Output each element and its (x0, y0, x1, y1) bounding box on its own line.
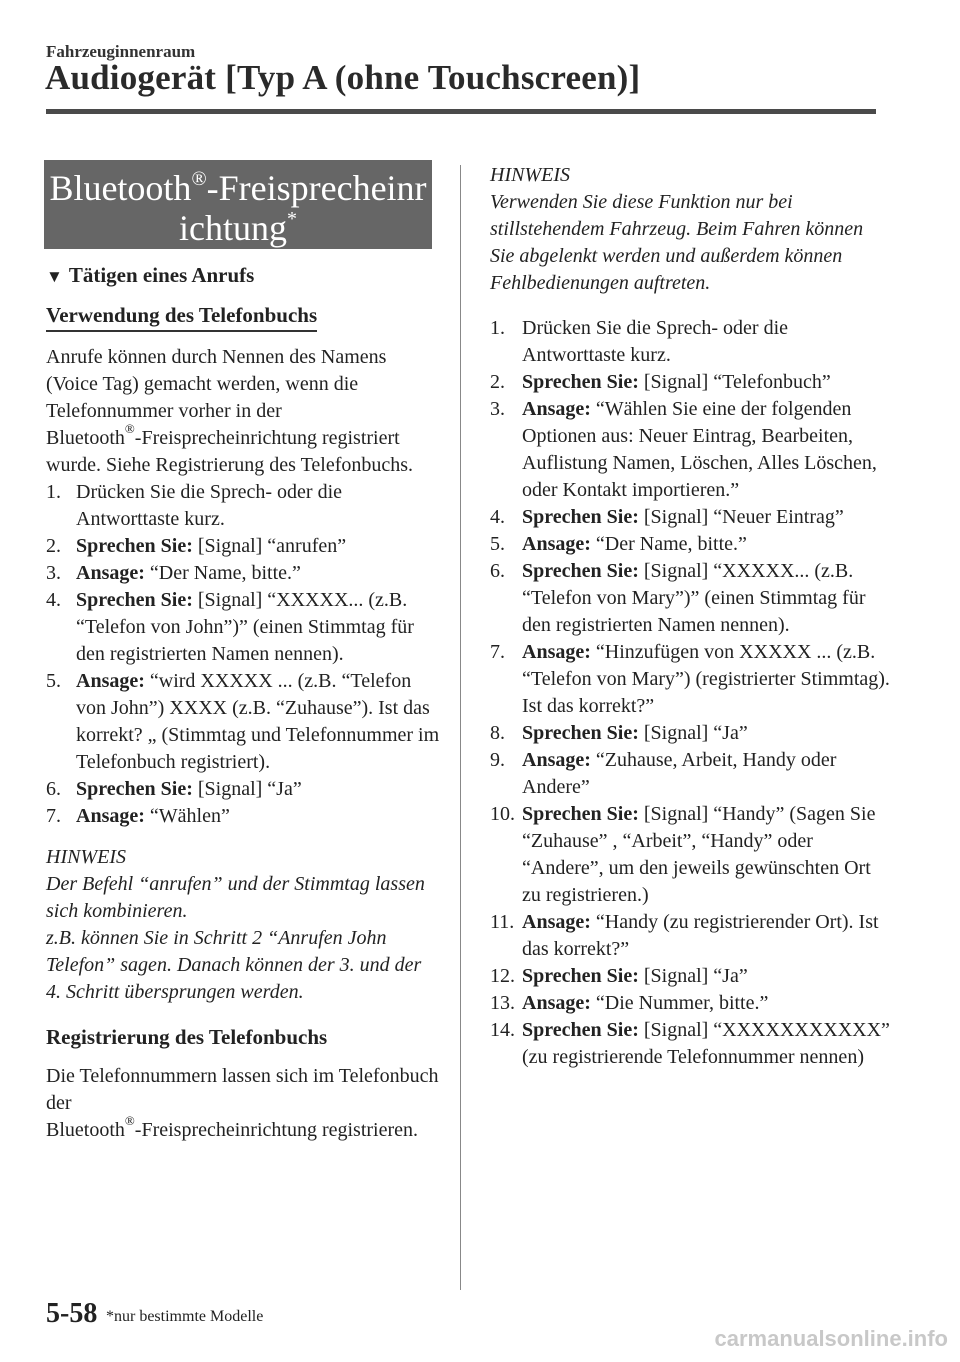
subheading-making-call (46, 262, 440, 290)
step-content: [Signal] “XXXXX... (z.B. “Telefon von John”)” (einen Stimmtag für den registrierten Namen nennen). (76, 589, 414, 665)
step-speaker: Sprechen Sie: (522, 803, 639, 825)
step-speaker: Sprechen Sie: (522, 722, 639, 744)
step-number: 7. (490, 641, 505, 663)
triangle-down-icon: ▼ (46, 267, 63, 286)
step-content: [Signal] “Telefonbuch” (638, 371, 831, 393)
step-item (490, 531, 890, 558)
step-item (490, 558, 890, 639)
step-text (76, 479, 440, 533)
step-text (522, 531, 890, 558)
step-content: [Signal] “Neuer Eintrag” (638, 506, 844, 528)
step-item (46, 776, 440, 803)
step-item (46, 533, 440, 560)
right-steps-list (490, 315, 890, 1071)
note-title: HINWEIS (46, 846, 126, 868)
registration-paragraph (46, 1063, 440, 1144)
step-item (490, 504, 890, 531)
step-content: “wird XXXXX ... (z.B. “Telefon von John”) XXXX (z.B. “Zuhause”). Ist das korrekt? „ (Stimmtag und Telefonnummer im Telefonbuch registriert). (76, 670, 440, 773)
step-number: 3. (46, 562, 61, 584)
section-label: Fahrzeuginnenraum (46, 42, 196, 61)
step-content: [Signal] “XXXXXXXXXXX” (zu registrierende Telefonnummer nennen) (522, 1019, 890, 1068)
step-number: 5. (490, 533, 505, 555)
step-item (490, 369, 890, 396)
heading-line1-a: Bluetooth (49, 168, 192, 208)
footnote: *nur bestimmte Modelle (106, 1308, 264, 1325)
step-text (76, 560, 440, 587)
step-content: [Signal] “Ja” (638, 722, 748, 744)
step-speaker: Sprechen Sie: (522, 560, 639, 582)
subheading-text: Tätigen eines Anrufs (68, 263, 255, 287)
step-speaker: Sprechen Sie: (76, 535, 193, 557)
step-text (522, 639, 890, 720)
heading-line2: ichtung (179, 208, 287, 248)
step-item (46, 803, 440, 830)
step-speaker: Sprechen Sie: (522, 371, 639, 393)
step-content: Drücken Sie die Sprech- oder die Antworttaste kurz. (522, 317, 789, 366)
step-text (522, 909, 890, 963)
step-text (522, 396, 890, 504)
note-title: HINWEIS (490, 164, 570, 186)
step-content: “Der Name, bitte.” (590, 533, 747, 555)
step-text (76, 587, 440, 668)
left-column (46, 262, 440, 1144)
step-text (522, 801, 890, 909)
step-content: [Signal] “Ja” (192, 778, 302, 800)
step-content: [Signal] “Ja” (638, 965, 748, 987)
step-item (46, 587, 440, 668)
step-content: “Zuhause, Arbeit, Handy oder Andere” (522, 749, 837, 798)
step-speaker: Ansage: (522, 749, 591, 771)
step-item (490, 639, 890, 720)
step-item (490, 396, 890, 504)
step-number: 13. (490, 992, 515, 1014)
step-text (522, 720, 890, 747)
step-number: 11. (490, 911, 515, 933)
step-number: 8. (490, 722, 505, 744)
step-number: 14. (490, 1019, 515, 1041)
step-text (522, 990, 890, 1017)
step-item (490, 747, 890, 801)
step-speaker: Ansage: (522, 992, 591, 1014)
step-item (490, 720, 890, 747)
step-speaker: Ansage: (522, 641, 591, 663)
registered-mark: ® (124, 1113, 135, 1129)
intro-paragraph (46, 344, 440, 479)
registered-mark: ® (124, 421, 135, 437)
step-content: Drücken Sie die Sprech- oder die Antworttaste kurz. (76, 481, 343, 530)
step-number: 6. (46, 778, 61, 800)
reg-text-1: Die Telefonnummern lassen sich im Telefonbuch der (46, 1065, 439, 1114)
step-number: 4. (46, 589, 61, 611)
step-number: 1. (490, 317, 505, 339)
step-speaker: Ansage: (76, 562, 145, 584)
step-speaker: Ansage: (76, 805, 145, 827)
step-speaker: Ansage: (522, 911, 591, 933)
step-number: 2. (490, 371, 505, 393)
step-item (46, 668, 440, 776)
note-text-2: z.B. können Sie in Schritt 2 “Anrufen John Telefon” sagen. Danach können der 3. und der 4. Schritt übersprungen werden. (46, 927, 422, 1003)
step-content: “Der Name, bitte.” (144, 562, 301, 584)
step-text (522, 315, 890, 369)
step-speaker: Sprechen Sie: (522, 965, 639, 987)
footnote-star: * (286, 208, 297, 230)
step-content: [Signal] “anrufen” (192, 535, 347, 557)
step-content: “Die Nummer, bitte.” (590, 992, 769, 1014)
step-text (76, 803, 440, 830)
step-speaker: Sprechen Sie: (522, 506, 639, 528)
step-speaker: Ansage: (76, 670, 145, 692)
page-number: 5-58 (46, 1298, 98, 1329)
step-number: 2. (46, 535, 61, 557)
step-item (490, 801, 890, 909)
step-text (76, 533, 440, 560)
step-number: 5. (46, 670, 61, 692)
step-item (490, 963, 890, 990)
section-phonebook-use-title: Verwendung des Telefonbuchs (46, 302, 317, 332)
step-content: [Signal] “Handy” (Sagen Sie “Zuhause” , “Arbeit”, “Handy” oder “Andere”, um den jeweils gewünschten Ort zu registrieren.) (522, 803, 876, 906)
step-content: “Wählen” (144, 805, 230, 827)
left-steps-list (46, 479, 440, 830)
intro-bluetooth: Bluetooth (46, 427, 125, 449)
step-text (76, 668, 440, 776)
note-text-1: Der Befehl “anrufen” und der Stimmtag lassen sich kombinieren. (46, 873, 425, 922)
step-item (490, 909, 890, 963)
step-speaker: Sprechen Sie: (76, 778, 193, 800)
step-text (76, 776, 440, 803)
watermark: carmanualsonline.info (714, 1326, 948, 1351)
title-rule (46, 109, 876, 114)
step-number: 10. (490, 803, 515, 825)
intro-text-2: -Freisprecheinrichtung registriert wurde. Siehe Registrierung des Telefonbuchs. (46, 427, 414, 476)
step-text (522, 558, 890, 639)
heading-line1-b: -Freisprecheinr (206, 168, 427, 208)
step-number: 7. (46, 805, 61, 827)
step-item (490, 315, 890, 369)
step-item (46, 479, 440, 533)
step-text (522, 1017, 890, 1071)
step-content: “Wählen Sie eine der folgenden Optionen aus: Neuer Eintrag, Bearbeiten, Auflistung Namen, Löschen, Alles Löschen, oder Kontakt importieren.” (522, 398, 877, 501)
registered-mark: ® (191, 168, 207, 190)
column-divider (460, 165, 461, 1290)
step-content: “Hinzufügen von XXXXX ... (z.B. “Telefon von Mary”) (registrierter Stimmtag). Ist das korrekt?” (522, 641, 890, 717)
right-column (490, 162, 890, 1071)
step-text (522, 963, 890, 990)
section-phonebook-registration-title: Registrierung des Telefonbuchs (46, 1025, 328, 1049)
step-number: 3. (490, 398, 505, 420)
step-text (522, 369, 890, 396)
note-text: Verwenden Sie diese Funktion nur bei stillstehendem Fahrzeug. Beim Fahren können Sie abgelenkt werden und außerdem können Fehlbedienungen auftreten. (490, 191, 864, 294)
step-number: 12. (490, 965, 515, 987)
step-number: 1. (46, 481, 61, 503)
step-item (490, 1017, 890, 1071)
step-text (522, 504, 890, 531)
step-item (46, 560, 440, 587)
step-speaker: Sprechen Sie: (76, 589, 193, 611)
chapter-heading (44, 160, 432, 249)
step-content: “Handy (zu registrierender Ort). Ist das korrekt?” (522, 911, 879, 960)
step-content: [Signal] “XXXXX... (z.B. “Telefon von Mary”)” (einen Stimmtag für den registrierten Namen nennen). (522, 560, 866, 636)
step-number: 9. (490, 749, 505, 771)
step-item (490, 990, 890, 1017)
step-speaker: Ansage: (522, 398, 591, 420)
step-number: 6. (490, 560, 505, 582)
step-speaker: Sprechen Sie: (522, 1019, 639, 1041)
reg-text-2: -Freisprecheinrichtung registrieren. (134, 1119, 419, 1141)
intro-text-1: Anrufe können durch Nennen des Namens (Voice Tag) gemacht werden, wenn die Telefonnummer vorher in der (46, 346, 387, 422)
page-title: Audiogerät [Typ A (ohne Touchscreen)] (45, 58, 641, 97)
step-speaker: Ansage: (522, 533, 591, 555)
step-number: 4. (490, 506, 505, 528)
reg-bluetooth: Bluetooth (46, 1119, 125, 1141)
step-text (522, 747, 890, 801)
